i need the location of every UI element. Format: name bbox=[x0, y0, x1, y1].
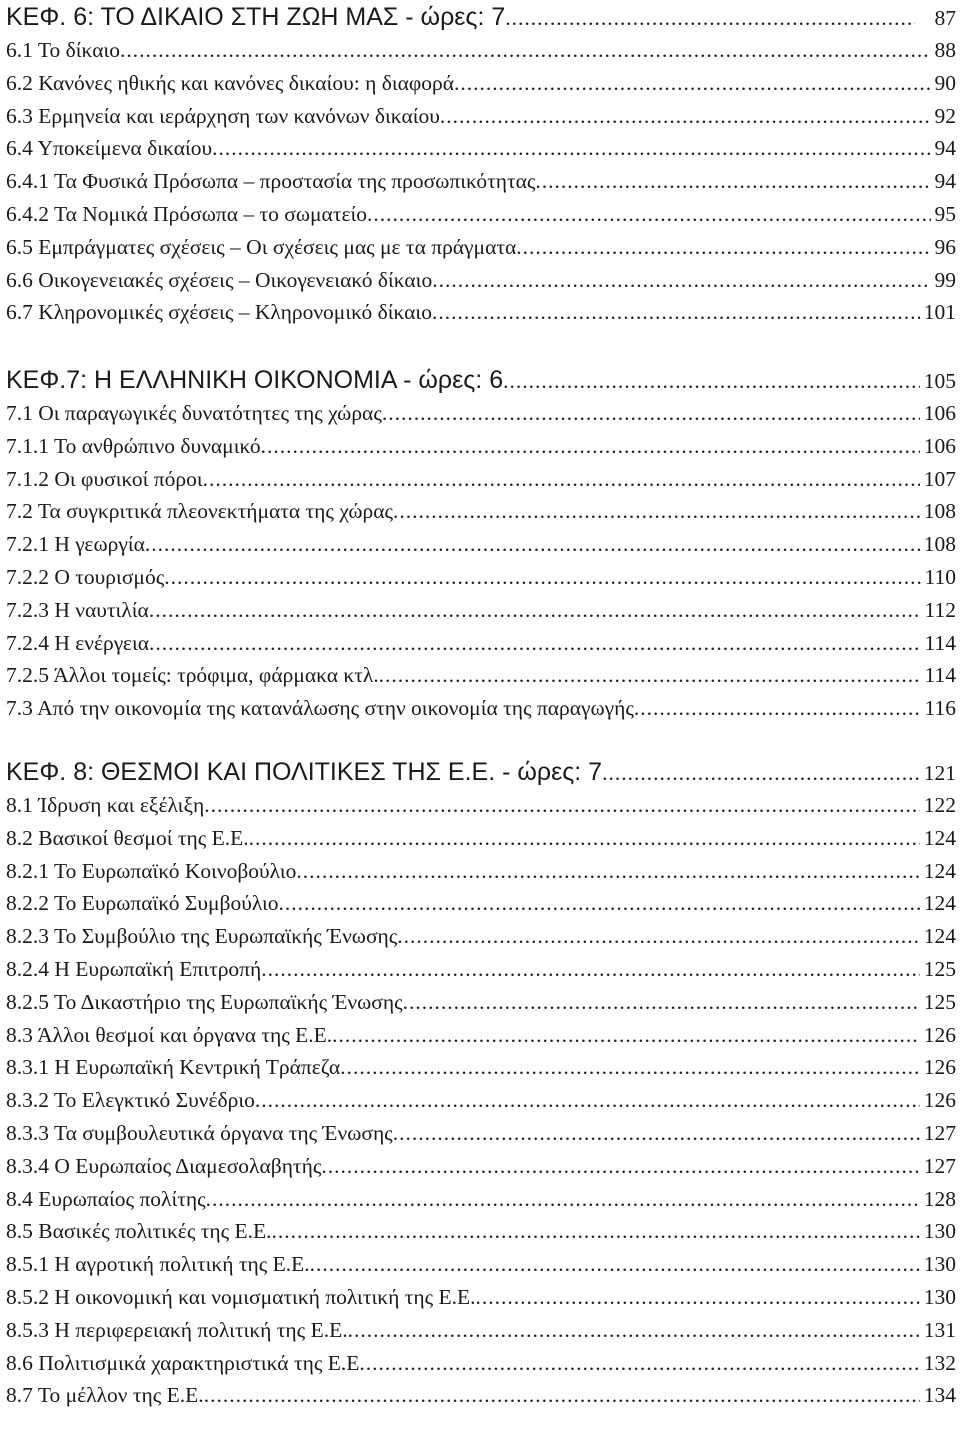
toc-entry[interactable] bbox=[6, 1184, 956, 1214]
entry-title: 8.4 Ευρωπαίος πολίτης bbox=[6, 1186, 206, 1211]
page-number: 130 bbox=[923, 1252, 956, 1277]
entry-title: 6.3 Ερμηνεία και ιεράρχηση των κανόνων δικαίου bbox=[6, 103, 440, 128]
entry-title: 8.3.2 Το Ελεγκτικό Συνέδριο bbox=[6, 1088, 255, 1113]
toc-entry[interactable] bbox=[6, 921, 956, 951]
dot-leader bbox=[348, 1315, 920, 1345]
page-number: 110 bbox=[924, 565, 956, 589]
page-number: 124 bbox=[923, 891, 956, 916]
toc-entry[interactable] bbox=[6, 954, 956, 984]
page-number: 124 bbox=[923, 924, 956, 949]
page-number: 88 bbox=[934, 38, 956, 62]
page-number: 112 bbox=[924, 597, 956, 622]
page-number: 108 bbox=[923, 499, 956, 524]
toc-entry[interactable] bbox=[6, 1249, 956, 1279]
page-number: 125 bbox=[923, 957, 956, 981]
entry-title: 6.4 Υποκείμενα δικαίου bbox=[6, 136, 213, 161]
entry-title: 6.7 Κληρονομικές σχέσεις – Κληρονομικό δίκαιο bbox=[6, 300, 432, 325]
page-number: 108 bbox=[923, 532, 956, 557]
dot-leader bbox=[279, 888, 920, 918]
entry-title: 6.4.2 Τα Νομικά Πρόσωπα – το σωματείο bbox=[6, 202, 368, 226]
entry-title: 8.3 Άλλοι θεσμοί και όργανα της Ε.Ε. bbox=[6, 1022, 333, 1047]
entry-title: 8.3.3 Τα συμβουλευτικά όργανα της Ένωσης bbox=[6, 1121, 393, 1145]
chapter-heading-7[interactable] bbox=[6, 365, 956, 395]
toc-entry[interactable] bbox=[6, 199, 956, 229]
toc-entry[interactable] bbox=[6, 1315, 956, 1345]
page-number: 130 bbox=[923, 1219, 956, 1244]
entry-title: 7.1.2 Οι φυσικοί πόροι bbox=[6, 466, 203, 491]
toc-entry[interactable] bbox=[6, 660, 956, 690]
dot-leader bbox=[206, 1184, 920, 1214]
dot-leader bbox=[634, 693, 921, 723]
dot-leader bbox=[475, 1282, 919, 1312]
dot-leader bbox=[145, 529, 920, 559]
dot-leader bbox=[120, 35, 931, 65]
dot-leader bbox=[505, 3, 914, 33]
dot-leader bbox=[382, 398, 920, 428]
entry-title: ΚΕΦ. 6: ΤΟ ΔΙΚΑΙΟ ΣΤΗ ΖΩΗ ΜΑΣ - ώρες: 7 bbox=[6, 3, 506, 31]
toc-entry[interactable] bbox=[6, 1052, 956, 1082]
dot-leader bbox=[310, 1249, 920, 1279]
toc-entry[interactable] bbox=[6, 1020, 956, 1050]
dot-leader bbox=[393, 1118, 920, 1148]
page-number: 125 bbox=[923, 989, 956, 1014]
entry-title: 6.1 Το δίκαιο bbox=[6, 38, 120, 62]
dot-leader bbox=[164, 562, 920, 592]
dot-leader bbox=[204, 790, 919, 820]
chapter-heading-6[interactable] bbox=[6, 2, 956, 32]
page-number: 124 bbox=[923, 858, 956, 883]
page-number: 122 bbox=[923, 793, 956, 817]
chapter-title: ΚΕΦ. 8: ΘΕΣΜΟΙ ΚΑΙ ΠΟΛΙΤΙΚΕΣ ΤΗΣ Ε.Ε. - ώρες: 7 bbox=[6, 758, 603, 786]
entry-title: 6.2 Κανόνες ηθικής και κανόνες δικαίου: η διαφορά bbox=[6, 70, 455, 95]
toc-entry[interactable] bbox=[6, 628, 956, 658]
entry-title: 7.2.4 Η ενέργεια bbox=[6, 630, 149, 655]
page-number: 114 bbox=[924, 663, 956, 688]
page-number: 94 bbox=[934, 169, 956, 194]
toc-entry[interactable] bbox=[6, 464, 956, 494]
toc-entry[interactable] bbox=[6, 693, 956, 723]
dot-leader bbox=[149, 628, 921, 658]
page-number: 87 bbox=[934, 6, 956, 30]
dot-leader bbox=[321, 1151, 919, 1181]
page-number: 124 bbox=[923, 825, 956, 850]
entry-title: 7.1.1 Το ανθρώπινο δυναμικό bbox=[6, 433, 261, 458]
entry-title: 7.2.3 Η ναυτιλία bbox=[6, 597, 149, 622]
toc-entry[interactable] bbox=[6, 232, 956, 262]
page-number: 107 bbox=[923, 466, 956, 491]
entry-title: 8.2.1 Το Ευρωπαϊκό Κοινοβούλιο bbox=[6, 858, 297, 883]
toc-entry[interactable] bbox=[6, 68, 956, 98]
toc-entry[interactable] bbox=[6, 823, 956, 853]
page-number: 105 bbox=[923, 369, 956, 393]
dot-leader bbox=[272, 1216, 920, 1246]
entry-title: 8.7 Το μέλλον της Ε.Ε. bbox=[6, 1383, 204, 1408]
toc-entry[interactable] bbox=[6, 1085, 956, 1115]
entry-title: 6.6 Οικογενειακές σχέσεις – Οικογενειακό δίκαιο bbox=[6, 267, 433, 292]
dot-leader bbox=[393, 496, 920, 526]
toc-entry[interactable] bbox=[6, 529, 956, 559]
page-number: 126 bbox=[923, 1055, 956, 1080]
entry-title: 7.2.5 Άλλοι τομείς: τρόφιμα, φάρμακα κτλ. bbox=[6, 663, 379, 688]
toc-entry[interactable] bbox=[6, 595, 956, 625]
dot-leader bbox=[379, 660, 921, 690]
page-number: 130 bbox=[923, 1285, 956, 1309]
chapter-heading-8[interactable] bbox=[6, 757, 956, 787]
entry-title: 6.4.1 Τα Φυσικά Πρόσωπα – προστασία της προσωπικότητας bbox=[6, 169, 536, 194]
entry-title: 8.3.1 Η Ευρωπαϊκή Κεντρική Τράπεζα bbox=[6, 1055, 341, 1080]
toc-entry[interactable] bbox=[6, 166, 956, 196]
toc-entry[interactable] bbox=[6, 1216, 956, 1246]
page-number: 131 bbox=[923, 1317, 956, 1342]
page-number: 106 bbox=[923, 433, 956, 458]
dot-leader bbox=[454, 68, 930, 98]
page-number: 127 bbox=[923, 1121, 956, 1145]
dot-leader bbox=[203, 464, 920, 494]
dot-leader bbox=[403, 987, 920, 1017]
toc-entry[interactable] bbox=[6, 888, 956, 918]
entry-title: 8.3.4 Ο Ευρωπαίος Διαμεσολαβητής bbox=[6, 1153, 322, 1178]
page-number: 128 bbox=[923, 1186, 956, 1211]
toc-entry[interactable] bbox=[6, 101, 956, 131]
entry-title: 7.2 Τα συγκριτικά πλεονεκτήματα της χώρας bbox=[6, 499, 394, 524]
entry-title: 8.5.3 Η περιφερειακή πολιτική της Ε.Ε. bbox=[6, 1317, 348, 1342]
page-number: 134 bbox=[923, 1383, 956, 1408]
dot-leader bbox=[397, 921, 919, 951]
entry-title: 7.1 Οι παραγωγικές δυνατότητες της χώρας bbox=[6, 401, 382, 425]
dot-leader bbox=[204, 1380, 920, 1410]
entry-title: 7.3 Από την οικονομία της κατανάλωσης στην οικονομία της παραγωγής bbox=[6, 696, 634, 721]
dot-leader bbox=[149, 595, 921, 625]
dot-leader bbox=[503, 366, 920, 396]
dot-leader bbox=[212, 133, 930, 163]
entry-title: 8.2.2 Το Ευρωπαϊκό Συμβούλιο bbox=[6, 891, 279, 916]
toc-entry[interactable] bbox=[6, 35, 956, 65]
toc-entry[interactable] bbox=[6, 265, 956, 295]
page-number: 114 bbox=[924, 630, 956, 655]
page-number: 92 bbox=[934, 103, 956, 128]
toc-entry[interactable] bbox=[6, 431, 956, 461]
page-number: 94 bbox=[934, 136, 956, 161]
page-number: 95 bbox=[934, 202, 956, 226]
page-number: 126 bbox=[923, 1088, 956, 1113]
entry-title: 7.2.2 Ο τουρισμός bbox=[6, 565, 165, 589]
page-number: 99 bbox=[934, 267, 956, 292]
dot-leader bbox=[359, 1348, 919, 1378]
page-number: 116 bbox=[924, 696, 956, 721]
dot-leader bbox=[440, 101, 931, 131]
dot-leader bbox=[535, 166, 930, 196]
page-number: 127 bbox=[923, 1153, 956, 1178]
entry-title: 8.2 Βασικοί θεσμοί της Ε.Ε. bbox=[6, 825, 249, 850]
dot-leader bbox=[432, 297, 920, 327]
toc-entry[interactable] bbox=[6, 1118, 956, 1148]
dot-leader bbox=[602, 758, 920, 788]
toc-entry[interactable] bbox=[6, 987, 956, 1017]
toc-entry[interactable] bbox=[6, 856, 956, 886]
dot-leader bbox=[296, 856, 919, 886]
toc-entry[interactable] bbox=[6, 562, 956, 592]
dot-leader bbox=[432, 265, 930, 295]
dot-leader bbox=[332, 1020, 920, 1050]
page-number: 126 bbox=[923, 1022, 956, 1047]
dot-leader bbox=[261, 431, 920, 461]
dot-leader bbox=[340, 1052, 920, 1082]
dot-leader bbox=[367, 199, 930, 229]
entry-title: 8.5 Βασικές πολιτικές της Ε.Ε. bbox=[6, 1219, 272, 1244]
entry-title: 7.2.1 Η γεωργία bbox=[6, 532, 145, 557]
entry-title: 8.2.5 Το Δικαστήριο της Ευρωπαϊκής Ένωσης bbox=[6, 989, 403, 1014]
toc-entry[interactable] bbox=[6, 1282, 956, 1312]
entry-title: 8.5.2 Η οικονομική και νομισματική πολιτική της Ε.Ε. bbox=[6, 1285, 476, 1309]
page-number: 101 bbox=[923, 300, 956, 325]
toc-entry[interactable] bbox=[6, 1151, 956, 1181]
chapter-title: ΚΕΦ.7: Η ΕΛΛΗΝΙΚΗ ΟΙΚΟΝΟΜΙΑ - ώρες: 6 bbox=[6, 366, 504, 394]
toc-entry[interactable] bbox=[6, 133, 956, 163]
page-number: 106 bbox=[923, 401, 956, 425]
dot-leader bbox=[255, 1085, 920, 1115]
toc-entry[interactable] bbox=[6, 1348, 956, 1378]
page-number: 121 bbox=[923, 761, 956, 785]
entry-title: 6.5 Εμπράγματες σχέσεις – Οι σχέσεις μας με τα πράγματα bbox=[6, 234, 517, 259]
entry-title: 8.1 Ίδρυση και εξέλιξη bbox=[6, 793, 205, 817]
toc-entry[interactable] bbox=[6, 398, 956, 428]
entry-title: 8.2.3 Το Συμβούλιο της Ευρωπαϊκής Ένωσης bbox=[6, 924, 398, 949]
page-number: 132 bbox=[923, 1350, 956, 1375]
entry-title: 8.5.1 Η αγροτική πολιτική της Ε.Ε. bbox=[6, 1252, 310, 1277]
page-number: 90 bbox=[934, 70, 956, 95]
toc-entry[interactable] bbox=[6, 496, 956, 526]
dot-leader bbox=[516, 232, 930, 262]
toc-entry[interactable] bbox=[6, 297, 956, 327]
entry-title: 8.2.4 Η Ευρωπαϊκή Επιτροπή bbox=[6, 957, 262, 981]
entry-title: 8.6 Πολιτισμικά χαρακτηριστικά της Ε.Ε bbox=[6, 1350, 360, 1375]
dot-leader bbox=[261, 954, 919, 984]
toc-entry[interactable] bbox=[6, 790, 956, 820]
page-number: 96 bbox=[934, 234, 956, 259]
dot-leader bbox=[249, 823, 920, 853]
toc-entry[interactable] bbox=[6, 1380, 956, 1410]
